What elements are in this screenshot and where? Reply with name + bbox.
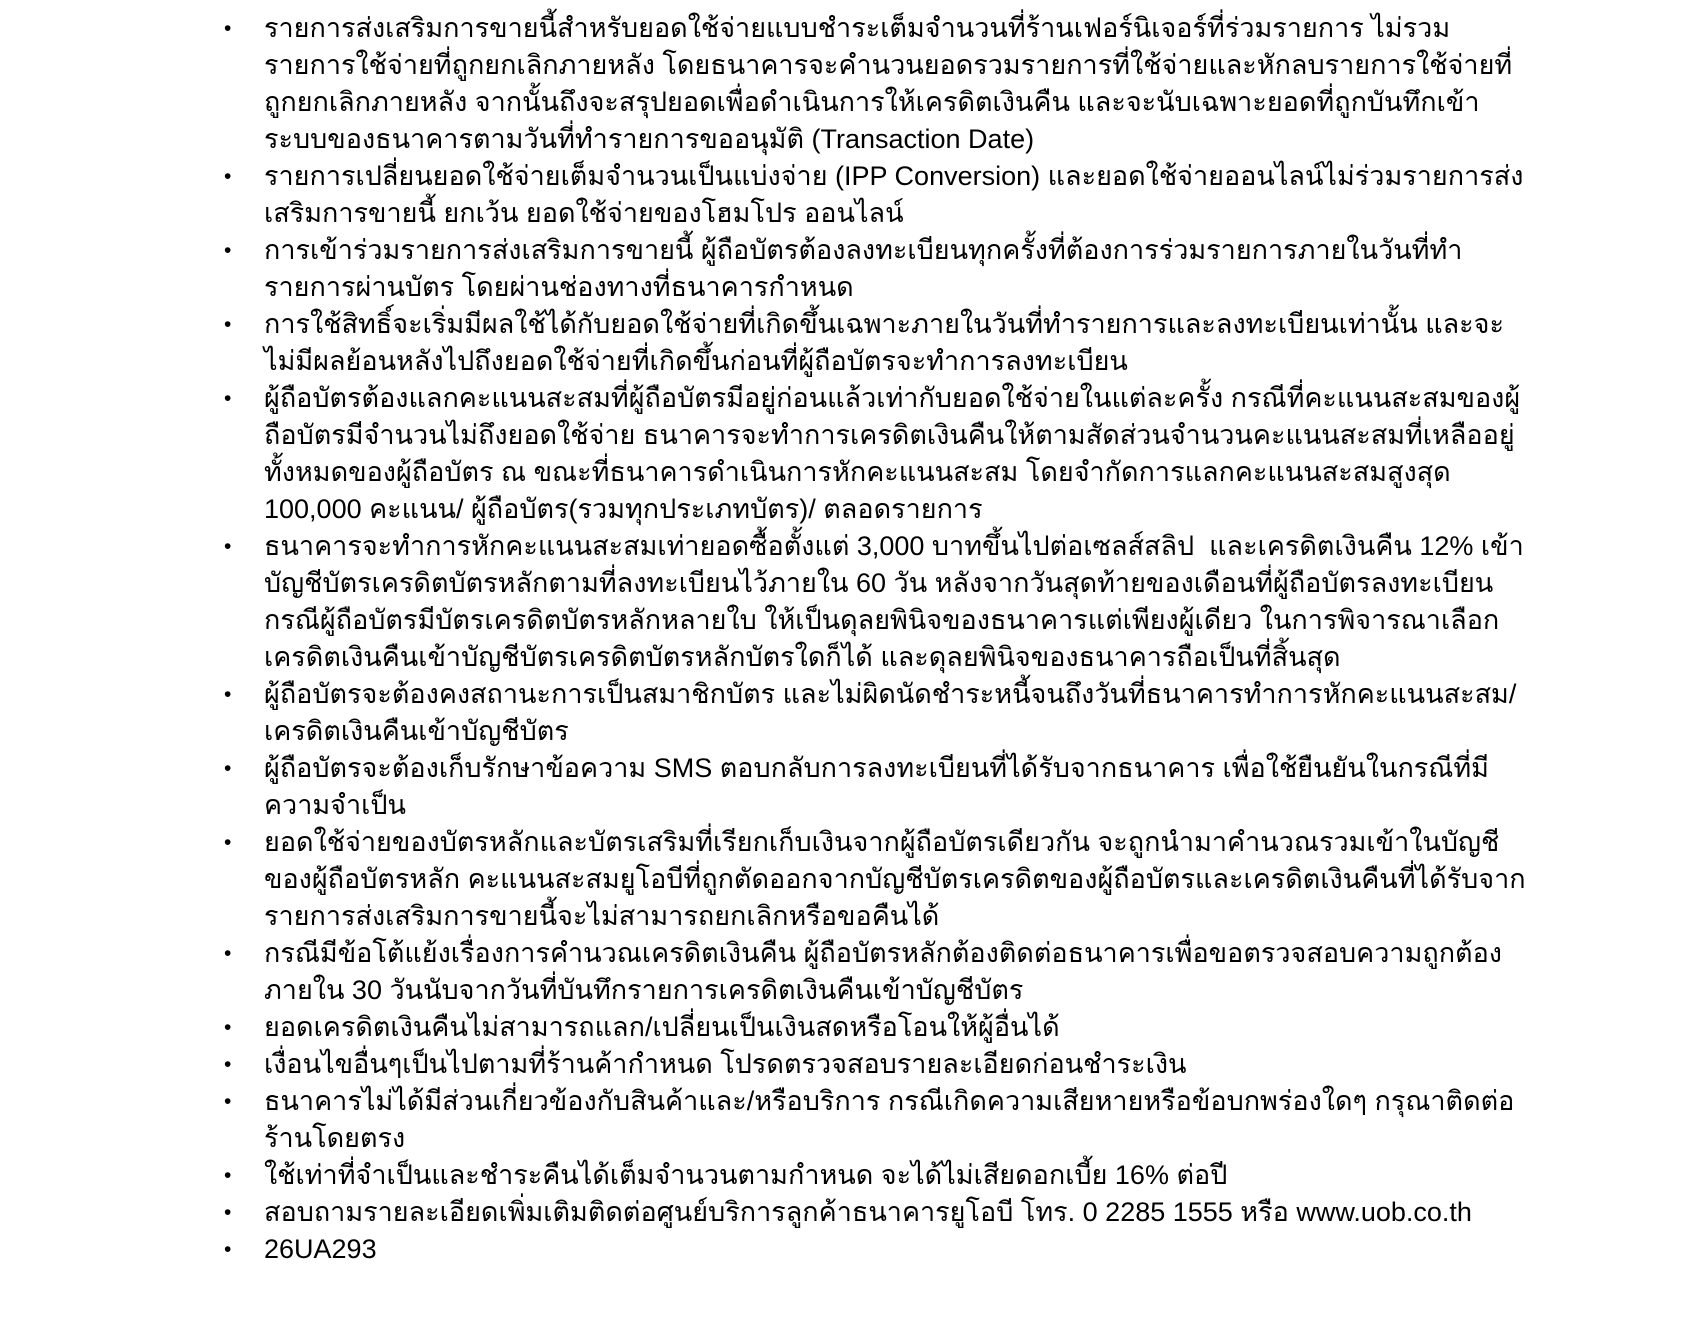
list-item [224,528,1700,676]
bullet-text: สอบถามรายละเอียดเพิ่มเติมติดต่อศูนย์บริการลูกค้าธนาคารยูโอบี โทร. 0 2285 1555 หรือ www.uob.co.th [264,1197,1472,1227]
terms-list [0,10,1700,1268]
bullet-text: การใช้สิทธิ์จะเริ่มมีผลใช้ได้กับยอดใช้จ่ายที่เกิดขึ้นเฉพาะภายในวันที่ทำรายการและลงทะเบียนเท่านั้น และจะไม่มีผลย้อนหลังไปถึงยอดใช้จ่ายที่เกิดขึ้นก่อนที่ผู้ถือบัตรจะทำการลงทะเบียน [264,309,1504,376]
bullet-text: ยอดเครดิตเงินคืนไม่สามารถแลก/เปลี่ยนเป็นเงินสดหรือโอนให้ผู้อื่นได้ [264,1012,1060,1042]
list-item [224,380,1700,528]
list-item [224,824,1700,935]
bullet-marker: • [224,1090,232,1113]
list-item [224,1194,1700,1231]
list-item [224,676,1700,750]
list-item [224,232,1700,306]
bullet-marker: • [224,1053,232,1076]
list-item [224,1083,1700,1157]
bullet-marker: • [224,831,232,854]
bullet-text: ยอดใช้จ่ายของบัตรหลักและบัตรเสริมที่เรียกเก็บเงินจากผู้ถือบัตรเดียวกัน จะถูกนำมาคำนวณรวมเข้าในบัญชีของผู้ถือบัตรหลัก คะแนนสะสมยูโอบีที่ถูกตัดออกจากบัญชีบัตรเครดิตของผู้ถือบัตรและเครดิตเงินคืนที่ได้รับจากรายการส่งเสริมการขายนี้จะไม่สามารถยกเลิกหรือขอคืนได้ [264,827,1526,931]
bullet-marker: • [224,313,232,336]
bullet-marker: • [224,1164,232,1187]
list-item [224,306,1700,380]
bullet-marker: • [224,683,232,706]
bullet-text: กรณีมีข้อโต้แย้งเรื่องการคำนวณเครดิตเงินคืน ผู้ถือบัตรหลักต้องติดต่อธนาคารเพื่อขอตรวจสอบความถูกต้องภายใน 30 วันนับจากวันที่บันทึกรายการเครดิตเงินคืนเข้าบัญชีบัตร [264,938,1502,1005]
bullet-marker: • [224,17,232,40]
list-item [224,1157,1700,1194]
bullet-marker: • [224,757,232,780]
list-item [224,158,1700,232]
bullet-marker: • [224,1238,232,1261]
list-item [224,1231,1700,1268]
bullet-text: ธนาคารไม่ได้มีส่วนเกี่ยวข้องกับสินค้าและ/หรือบริการ กรณีเกิดความเสียหายหรือข้อบกพร่องใดๆ กรุณาติดต่อร้านโดยตรง [264,1086,1515,1153]
list-item [224,935,1700,1009]
list-item [224,10,1700,158]
bullet-text: ใช้เท่าที่จำเป็นและชำระคืนได้เต็มจำนวนตามกำหนด จะได้ไม่เสียดอกเบี้ย 16% ต่อปี [264,1160,1228,1190]
bullet-text: เงื่อนไขอื่นๆเป็นไปตามที่ร้านค้ากำหนด โปรดตรวจสอบรายละเอียดก่อนชำระเงิน [264,1049,1187,1079]
bullet-text: ผู้ถือบัตรต้องแลกคะแนนสะสมที่ผู้ถือบัตรมีอยู่ก่อนแล้วเท่ากับยอดใช้จ่ายในแต่ละครั้ง กรณีที่คะแนนสะสมของผู้ถือบัตรมีจำนวนไม่ถึงยอดใช้จ่าย ธนาคารจะทำการเครดิตเงินคืนให้ตามสัดส่วนจำนวนคะแนนสะสมที่เหลืออยู่ทั้งหมดของผู้ถือบัตร ณ ขณะที่ธนาคารดำเนินการหักคะแนนสะสม โดยจำกัดการแลกคะแนนสะสมสูงสุด 100,000 คะแนน/ ผู้ถือบัตร(รวมทุกประเภทบัตร)/ ตลอดรายการ [264,383,1521,524]
bullet-marker: • [224,165,232,188]
bullet-marker: • [224,239,232,262]
bullet-text: 26UA293 [264,1234,377,1264]
bullet-text: รายการเปลี่ยนยอดใช้จ่ายเต็มจำนวนเป็นแบ่งจ่าย (IPP Conversion) และยอดใช้จ่ายออนไลน์ไม่ร่วมรายการส่งเสริมการขายนี้ ยกเว้น ยอดใช้จ่ายของโฮมโปร ออนไลน์ [264,161,1524,228]
bullet-text: ผู้ถือบัตรจะต้องคงสถานะการเป็นสมาชิกบัตร และไม่ผิดนัดชำระหนี้จนถึงวันที่ธนาคารทำการหักคะแนนสะสม/เครดิตเงินคืนเข้าบัญชีบัตร [264,679,1517,746]
bullet-marker: • [224,1016,232,1039]
bullet-marker: • [224,387,232,410]
bullet-marker: • [224,535,232,558]
bullet-marker: • [224,1201,232,1224]
bullet-text: การเข้าร่วมรายการส่งเสริมการขายนี้ ผู้ถือบัตรต้องลงทะเบียนทุกครั้งที่ต้องการร่วมรายการภายในวันที่ทำรายการผ่านบัตร โดยผ่านช่องทางที่ธนาคารกำหนด [264,235,1463,302]
list-item [224,750,1700,824]
bullet-marker: • [224,942,232,965]
bullet-text: ธนาคารจะทำการหักคะแนนสะสมเท่ายอดซื้อตั้งแต่ 3,000 บาทขึ้นไปต่อเซลส์สลิป และเครดิตเงินคืน 12% เข้าบัญชีบัตรเครดิตบัตรหลักตามที่ลงทะเบียนไว้ภายใน 60 วัน หลังจากวันสุดท้ายของเดือนที่ผู้ถือบัตรลงทะเบียน กรณีผู้ถือบัตรมีบัตรเครดิตบัตรหลักหลายใบ ให้เป็นดุลยพินิจของธนาคารแต่เพียงผู้เดียว ในการพิจารณาเลือกเครดิตเงินคืนเข้าบัญชีบัตรเครดิตบัตรหลักบัตรใดก็ได้ และดุลยพินิจของธนาคารถือเป็นที่สิ้นสุด [264,531,1524,672]
list-item [224,1046,1700,1083]
bullet-text: รายการส่งเสริมการขายนี้สำหรับยอดใช้จ่ายแบบชำระเต็มจำนวนที่ร้านเฟอร์นิเจอร์ที่ร่วมรายการ ไม่รวมรายการใช้จ่ายที่ถูกยกเลิกภายหลัง โดยธนาคารจะคำนวนยอดรวมรายการที่ใช้จ่ายและหักลบรายการใช้จ่ายที่ถูกยกเลิกภายหลัง จากนั้นถึงจะสรุปยอดเพื่อดำเนินการให้เครดิตเงินคืน และจะนับเฉพาะยอดที่ถูกบันทึกเข้าระบบของธนาคารตามวันที่ทำรายการขออนุมัติ (Transaction Date) [264,13,1513,154]
list-item [224,1009,1700,1046]
bullet-text: ผู้ถือบัตรจะต้องเก็บรักษาข้อความ SMS ตอบกลับการลงทะเบียนที่ได้รับจากธนาคาร เพื่อใช้ยืนยันในกรณีที่มีความจำเป็น [264,753,1489,820]
